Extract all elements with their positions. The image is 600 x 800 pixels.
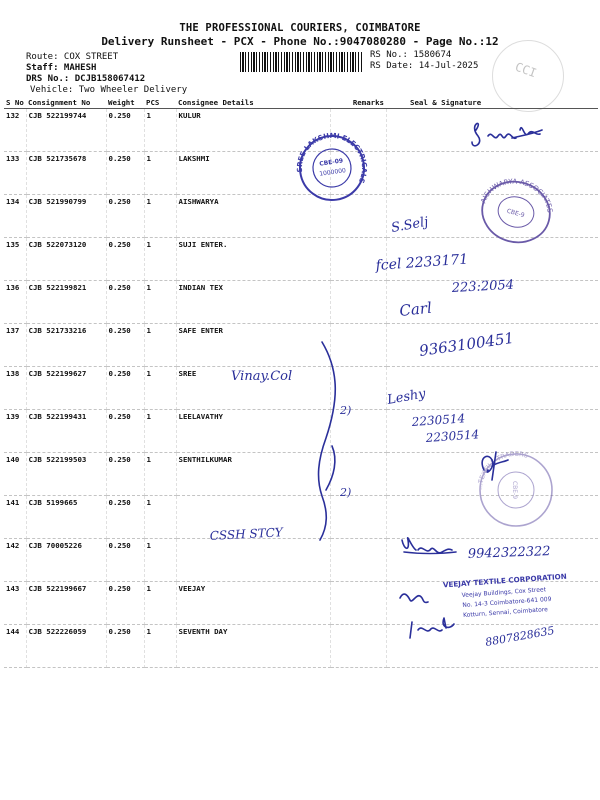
cell-consignment: CJB 70005226 — [26, 539, 106, 582]
cell-signature — [386, 625, 598, 668]
cell-pcs: 1 — [144, 453, 176, 496]
runsheet-table — [4, 96, 598, 668]
cell-consignee: VEEJAY — [176, 582, 330, 625]
lakshmi-stamp-number: 1000000 — [318, 167, 347, 178]
handwritten-phone-144: 8807828635 — [484, 623, 556, 649]
handwritten-phone-143: 9942322322 — [467, 544, 551, 562]
cell-weight: 0.250 — [106, 152, 144, 195]
handwritten-phone-139a: 2230514 — [411, 411, 466, 429]
cell-consignee: SEVENTH DAY — [176, 625, 330, 668]
handwritten-mark-b: 2) — [340, 486, 352, 499]
cell-signature — [386, 496, 598, 539]
cell-signature — [386, 539, 598, 582]
table-row — [4, 367, 598, 410]
handwritten-phone-137a: 223:2054 — [451, 277, 515, 296]
col-consignment-no: Consignment No — [26, 96, 106, 109]
cell-consignment: CJB 521733216 — [26, 324, 106, 367]
cell-sno: 134 — [4, 195, 26, 238]
cell-signature — [386, 152, 598, 195]
handwritten-phone-139b: 2230514 — [425, 427, 480, 445]
cell-consignee: SREE — [176, 367, 330, 410]
cell-sno: 141 — [4, 496, 26, 539]
cell-weight: 0.250 — [106, 625, 144, 668]
cell-weight: 0.250 — [106, 195, 144, 238]
handwritten-sig-135: S.Selj — [390, 214, 430, 236]
cell-consignee — [176, 539, 330, 582]
cell-weight: 0.250 — [106, 367, 144, 410]
cell-sno: 137 — [4, 324, 26, 367]
col-pcs: PCS — [144, 96, 176, 109]
table-row — [4, 453, 598, 496]
cell-pcs: 1 — [144, 281, 176, 324]
cell-consignment: CJB 522199627 — [26, 367, 106, 410]
col-weight: Weight — [106, 96, 144, 109]
table-row — [4, 539, 598, 582]
staff-label: Staff: MAHESH — [26, 63, 97, 73]
drs-number: DRS No.: DCJB158067412 — [26, 74, 146, 84]
cell-pcs: 1 — [144, 152, 176, 195]
cell-pcs: 1 — [144, 496, 176, 539]
cell-remarks — [330, 109, 386, 152]
veejay-stamp-line2: Veejay Buildings, Cox Street — [461, 586, 547, 600]
cell-remarks — [330, 453, 386, 496]
veejay-stamp-line1: VEEJAY TEXTILE CORPORATION — [442, 571, 568, 590]
cell-consignee: SAFE ENTER — [176, 324, 330, 367]
cell-pcs: 1 — [144, 410, 176, 453]
table-row — [4, 324, 598, 367]
handwritten-sig-139: Leshy — [386, 386, 427, 408]
cell-weight: 0.250 — [106, 238, 144, 281]
cell-remarks — [330, 324, 386, 367]
cell-weight: 0.250 — [106, 324, 144, 367]
cell-remarks — [330, 582, 386, 625]
cell-signature — [386, 109, 598, 152]
cell-consignment: CJB 522199744 — [26, 109, 106, 152]
col-sno: S No — [4, 96, 26, 109]
cell-remarks — [330, 496, 386, 539]
table-row — [4, 109, 598, 152]
cell-weight: 0.250 — [106, 109, 144, 152]
cell-sno: 139 — [4, 410, 26, 453]
document-subtitle: Delivery Runsheet - PCX - Phone No.:9047080280 - Page No.:12 — [101, 35, 499, 48]
cell-consignment: CJB 521990799 — [26, 195, 106, 238]
veejay-stamp-line4: Kotturn, Sennai, Coimbatore — [462, 606, 549, 620]
table-row — [4, 152, 598, 195]
veejay-stamp-line3: No. 14-3 Coimbatore-641 009 — [462, 595, 552, 610]
cell-remarks — [330, 539, 386, 582]
table-row — [4, 281, 598, 324]
cell-signature — [386, 195, 598, 238]
cell-remarks — [330, 410, 386, 453]
cell-weight: 0.250 — [106, 539, 144, 582]
cell-consignment: CJB 521735678 — [26, 152, 106, 195]
corner-stamp-text: CCI — [513, 59, 539, 81]
cell-signature — [386, 453, 598, 496]
cell-pcs: 1 — [144, 625, 176, 668]
cell-consignee: KULUR — [176, 109, 330, 152]
cell-consignment: CJB 522073120 — [26, 238, 106, 281]
cell-consignment: CJB 522199503 — [26, 453, 106, 496]
barcode — [240, 52, 362, 72]
document-title: THE PROFESSIONAL COURIERS, COIMBATORE — [179, 22, 421, 34]
cell-weight: 0.250 — [106, 453, 144, 496]
col-seal-signature: Seal & Signature — [386, 96, 598, 109]
handwritten-phone-138: 9363100451 — [418, 328, 516, 360]
table-row — [4, 496, 598, 539]
cell-sno: 132 — [4, 109, 26, 152]
cell-consignment: CJB 522199667 — [26, 582, 106, 625]
table-row — [4, 625, 598, 668]
cell-weight: 0.250 — [106, 410, 144, 453]
cell-sno: 138 — [4, 367, 26, 410]
cell-consignee: INDIAN TEX — [176, 281, 330, 324]
cell-remarks — [330, 152, 386, 195]
aishwarya-stamp-text: AISHWARYA ASSOCIATES — [479, 177, 554, 214]
cell-sno: 142 — [4, 539, 26, 582]
textile-stamp-text: ...TEXTILE TRADERS — [475, 449, 529, 491]
cell-weight: 0.250 — [106, 582, 144, 625]
cell-signature — [386, 281, 598, 324]
cell-sno: 133 — [4, 152, 26, 195]
cell-consignee: LEELAVATHY — [176, 410, 330, 453]
textile-stamp-inner: CBE-9 — [511, 480, 518, 500]
cell-pcs: 1 — [144, 324, 176, 367]
cell-weight: 0.250 — [106, 496, 144, 539]
cell-sno: 136 — [4, 281, 26, 324]
cell-pcs: 1 — [144, 367, 176, 410]
cell-remarks — [330, 281, 386, 324]
table-row — [4, 195, 598, 238]
vehicle-label: Vehicle: Two Wheeler Delivery — [30, 85, 188, 95]
cell-weight: 0.250 — [106, 281, 144, 324]
cell-consignee: AISHWARYA — [176, 195, 330, 238]
cell-signature — [386, 410, 598, 453]
lakshmi-stamp-text: SREE LAKSHMI ELECTRICALS — [295, 131, 369, 185]
col-remarks: Remarks — [330, 96, 386, 109]
handwritten-sree-note: Vinay.Col — [231, 369, 293, 384]
cell-consignment: CJB 522226059 — [26, 625, 106, 668]
cell-consignee: SENTHILKUMAR — [176, 453, 330, 496]
handwritten-mark-a: 2) — [340, 404, 352, 417]
cell-signature — [386, 582, 598, 625]
cell-consignee: LAKSHMI — [176, 152, 330, 195]
handwritten-phone-136: fcel 2233171 — [375, 251, 469, 274]
cell-pcs: 1 — [144, 195, 176, 238]
cell-signature — [386, 324, 598, 367]
cell-sno: 135 — [4, 238, 26, 281]
rs-number: RS No.: 1580674 — [370, 50, 452, 60]
cell-sno: 143 — [4, 582, 26, 625]
route-label: Route: COX STREET — [26, 52, 119, 62]
cell-pcs: 1 — [144, 109, 176, 152]
cell-pcs: 1 — [144, 238, 176, 281]
handwritten-row142-note: CSSH STCY — [209, 525, 284, 543]
cell-consignment: CJB 522199821 — [26, 281, 106, 324]
cell-consignment: CJB 522199431 — [26, 410, 106, 453]
table-header-row — [4, 96, 598, 109]
table-row — [4, 238, 598, 281]
cell-remarks — [330, 367, 386, 410]
cell-signature — [386, 238, 598, 281]
rs-date: RS Date: 14-Jul-2025 — [370, 61, 479, 71]
lakshmi-stamp-inner: CBE-09 — [318, 157, 344, 168]
handwritten-sig-137: Carl — [398, 298, 433, 320]
col-consignee: Consignee Details — [176, 96, 330, 109]
cell-remarks — [330, 625, 386, 668]
cell-remarks — [330, 195, 386, 238]
cell-signature — [386, 367, 598, 410]
table-row — [4, 582, 598, 625]
table-row — [4, 410, 598, 453]
cell-consignee — [176, 496, 330, 539]
cell-sno: 144 — [4, 625, 26, 668]
cell-sno: 140 — [4, 453, 26, 496]
cell-pcs: 1 — [144, 582, 176, 625]
cell-consignee: SUJI ENTER. — [176, 238, 330, 281]
cell-consignment: CJB 5199665 — [26, 496, 106, 539]
aishwarya-stamp-inner: CBE-9 — [505, 207, 526, 220]
cell-remarks — [330, 238, 386, 281]
cell-pcs: 1 — [144, 539, 176, 582]
